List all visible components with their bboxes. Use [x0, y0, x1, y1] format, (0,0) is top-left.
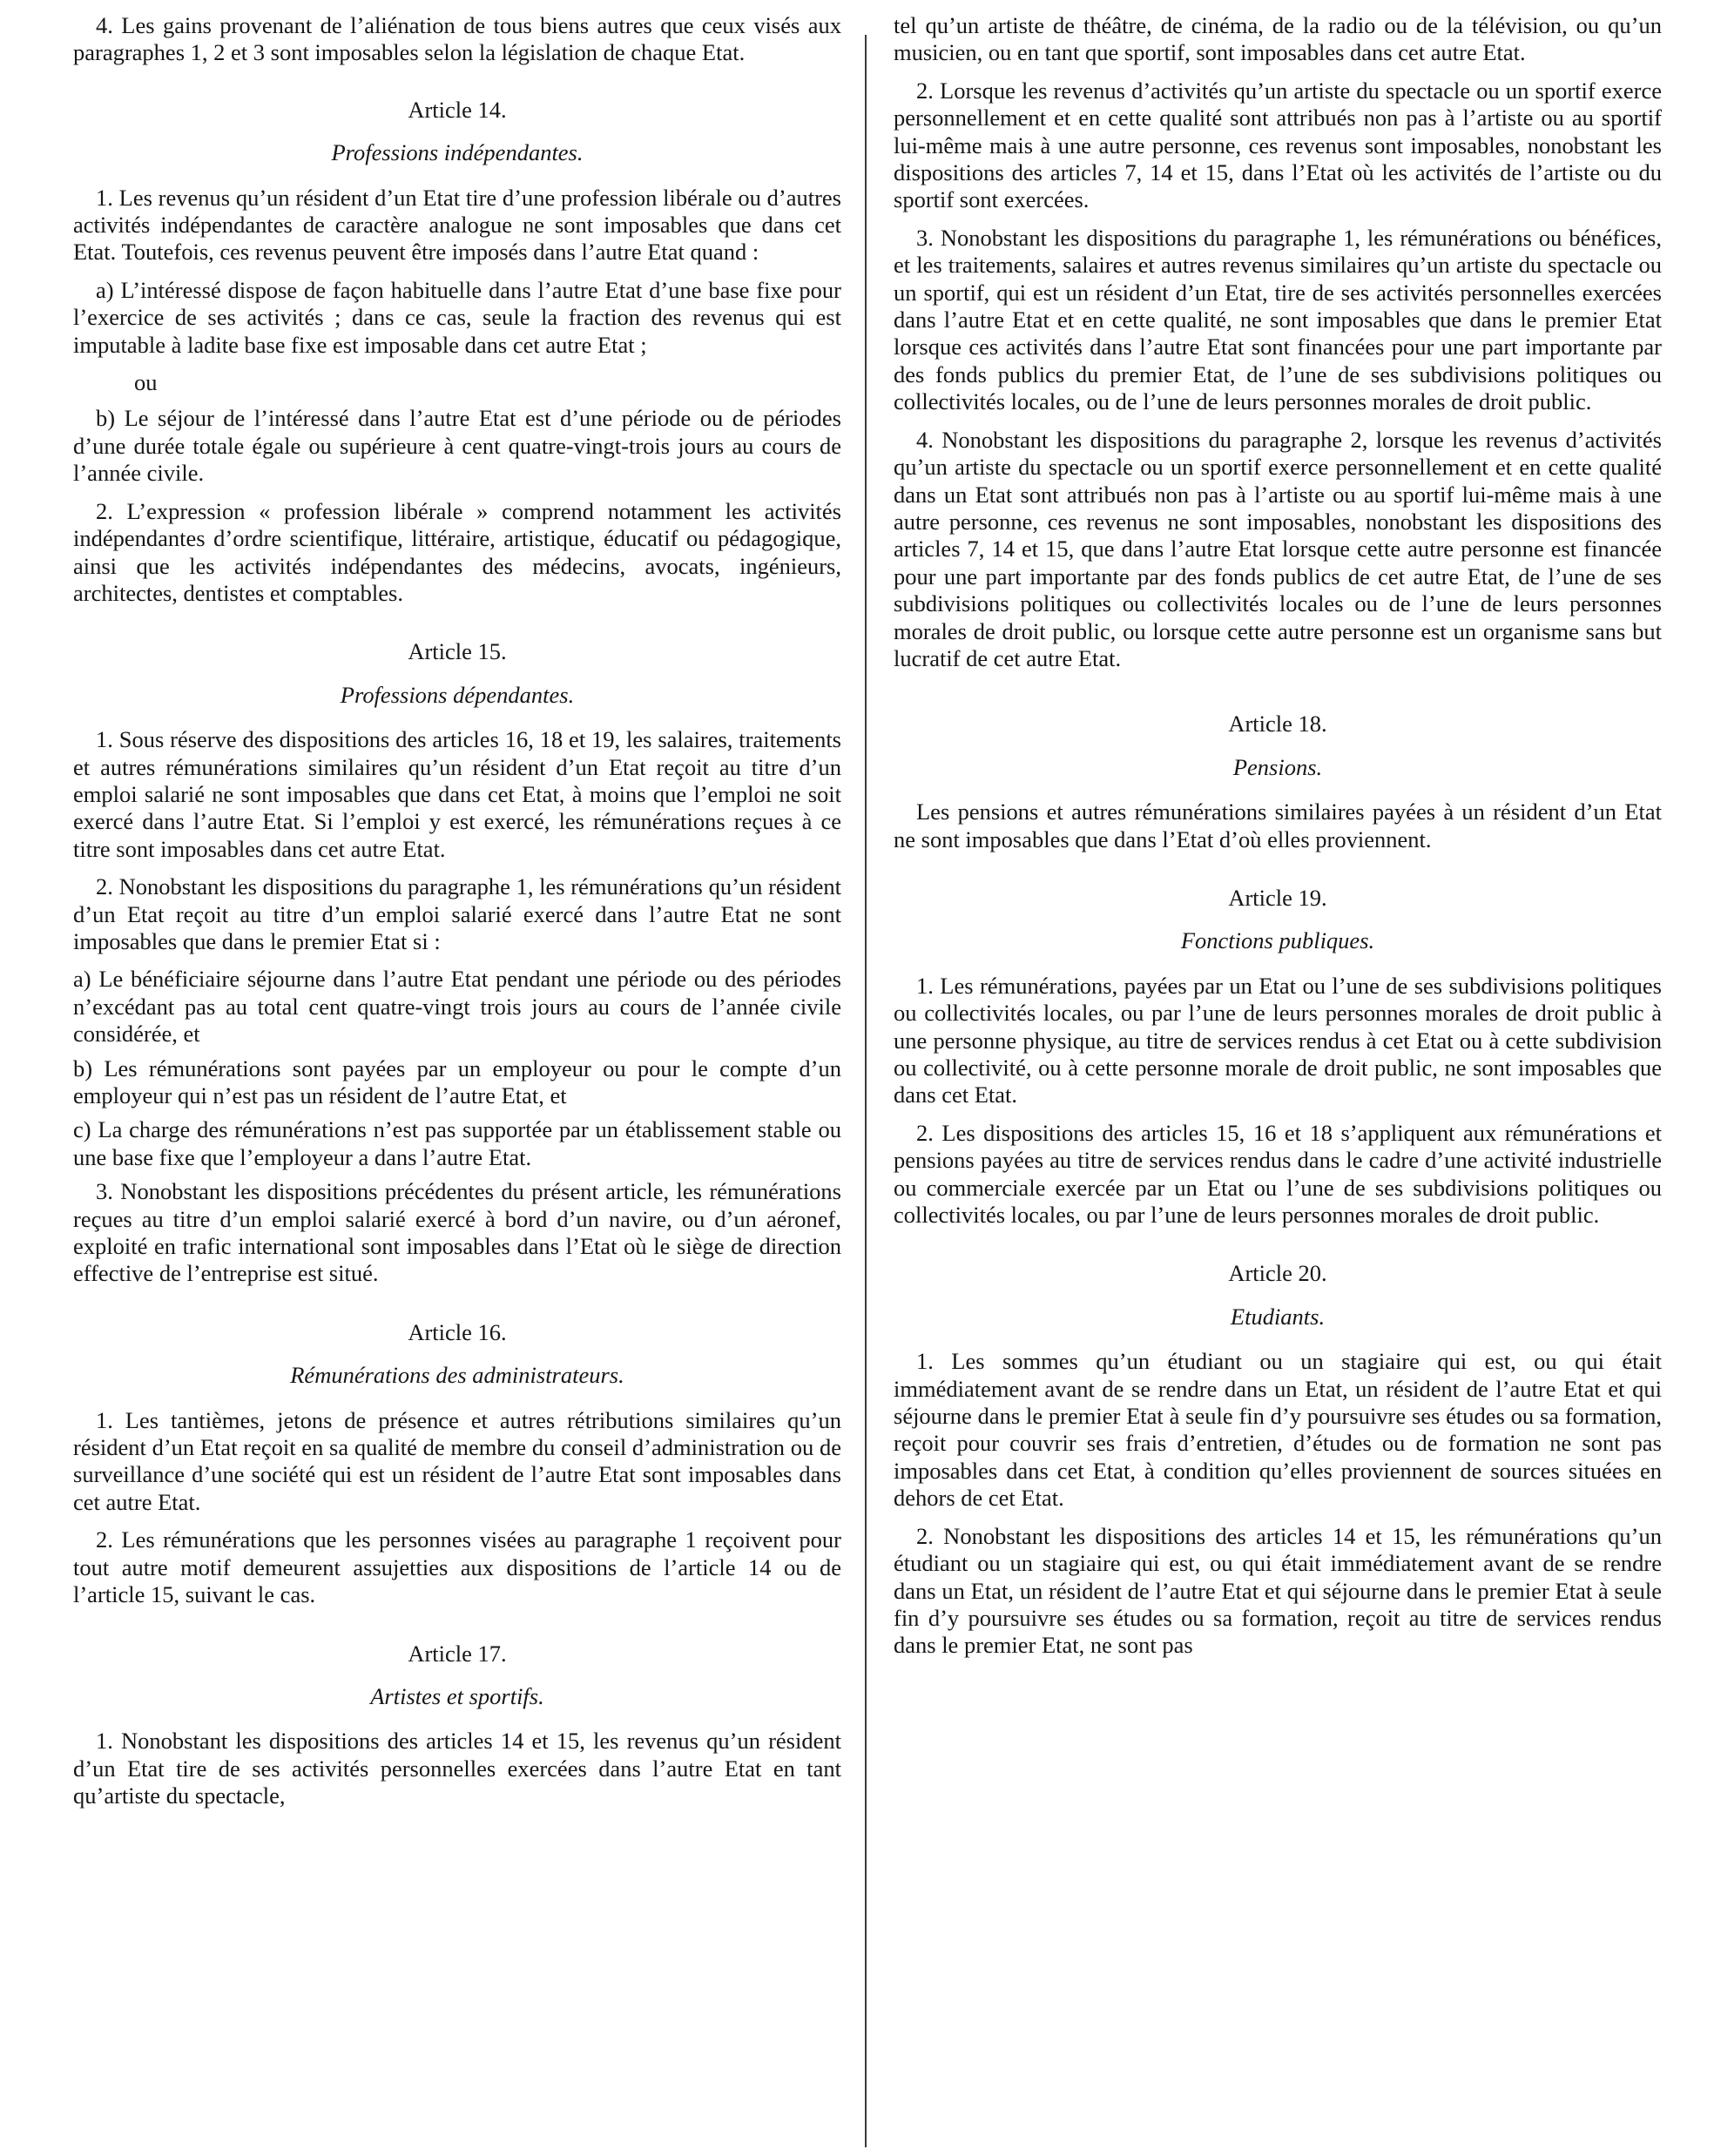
article-heading: Article 20.	[1228, 1260, 1327, 1287]
paragraph: 1. Nonobstant les dispositions des articles 14 et 15, les revenus qu’un résident d’un Etat tire de ses activités personnelles exercées dans l’autre Etat en tant qu’artiste du spectacle,	[73, 1728, 841, 1809]
article-heading: Article 17.	[408, 1640, 507, 1667]
column-divider	[865, 35, 867, 2147]
right-column	[894, 12, 1662, 1670]
paragraph: 2. Les dispositions des articles 15, 16 et 18 s’appliquent aux rémunérations et pensions payées au titre de services rendus dans le cadre d’une activité industrielle ou commerciale exercée par un Etat ou l’une de ses subdivisions politiques ou collectivités locales, ou par l’une de leurs personnes morales de droit public.	[894, 1119, 1662, 1229]
paragraph: 4. Nonobstant les dispositions du paragraphe 2, lorsque les revenus d’activités qu’un artiste du spectacle ou un sportif exerce personnellement et en cette qualité dans un Etat sont attribués non pas à l’artiste ou au sportif lui-même mais à une autre personne, ces revenus ne sont imposables, nonobstant les dispositions des articles 7, 14 et 15, que dans l’autre Etat lorsque cette autre personne est financée pour une part importante par des fonds publics de cet autre Etat, de l’une de ses subdivisions politiques ou collectivités locales ou de l’une de leurs personnes morales de droit public, ou lorsque cette autre personne est un organisme sans but lucratif de cet autre Etat.	[894, 426, 1662, 671]
article-title: Rémunérations des administrateurs.	[290, 1362, 624, 1389]
article-title: Professions indépendantes.	[331, 139, 584, 166]
paragraph: 2. Les rémunérations que les personnes visées au paragraphe 1 reçoivent pour tout autre motif demeurent assujetties aux dispositions de l’article 14 ou de l’article 15, suivant le cas.	[73, 1526, 841, 1608]
paragraph: 1. Les rémunérations, payées par un Etat ou l’une de ses subdivisions politiques ou collectivités locales, ou par l’une de leurs personnes morales de droit public à une personne physique, au titre de services rendus à cet Etat ou à cette subdivision ou collectivité, ou à cette personne morale de droit public, ne sont imposables que dans cet Etat.	[894, 972, 1662, 1108]
sub-paragraph: b) Le séjour de l’intéressé dans l’autre Etat est d’une période ou de périodes d’une durée totale égale ou supérieure à cent quatre-vingt-trois jours au cours de l’année civile.	[73, 405, 841, 487]
paragraph: 1. Les revenus qu’un résident d’un Etat tire d’une profession libérale ou d’autres activités indépendantes de caractère analogue ne sont imposables que dans cet Etat. Toutefois, ces revenus peuvent être imposés dans l’autre Etat quand :	[73, 184, 841, 266]
article-heading: Article 14.	[408, 96, 507, 123]
article-title: Pensions.	[1232, 753, 1323, 780]
sub-paragraph: a) Le bénéficiaire séjourne dans l’autre Etat pendant une période ou des périodes n’excédant pas au total cent quatre-vingt trois jours au cours de l’année civile considérée, et	[73, 966, 841, 1048]
paragraph: 2. Nonobstant les dispositions des articles 14 et 15, les rémunérations qu’un étudiant ou un stagiaire qui est, ou qui était immédiatement avant de se rendre dans un Etat, un résident de l’autre Etat et qui séjourne dans le premier Etat à seule fin d’y poursuivre ses études ou sa formation, reçoit au titre de services rendus dans le premier Etat, ne sont pas	[894, 1522, 1662, 1659]
paragraph: Les pensions et autres rémunérations similaires payées à un résident d’un Etat ne sont imposables que dans l’Etat d’où elles proviennent.	[894, 798, 1662, 852]
sub-paragraph: b) Les rémunérations sont payées par un employeur ou pour le compte d’un employeur qui n’est pas un résident de l’autre Etat, et	[73, 1054, 841, 1108]
paragraph: 1. Sous réserve des dispositions des articles 16, 18 et 19, les salaires, traitements et autres rémunérations similaires qu’un résident d’un Etat reçoit au titre d’un emploi salarié ne sont imposables que dans cet Etat, à moins que l’emploi ne soit exercé dans l’autre Etat. Si l’emploi y est exercé, les rémunérations reçues à ce titre sont imposables dans cet autre Etat.	[73, 726, 841, 862]
sub-paragraph: a) L’intéressé dispose de façon habituelle dans l’autre Etat d’une base fixe pour l’exercice de ses activités ; dans ce cas, seule la fraction des revenus qui est imputable à ladite base fixe est imposable dans cet autre Etat ;	[73, 276, 841, 358]
article-heading: Article 19.	[1228, 884, 1327, 911]
article-title: Etudiants.	[1230, 1303, 1326, 1330]
article-title: Artistes et sportifs.	[370, 1682, 544, 1709]
sub-paragraph: c) La charge des rémunérations n’est pas supportée par un établissement stable ou une base fixe que l’employeur a dans l’autre Etat.	[73, 1116, 841, 1170]
paragraph: 2. Lorsque les revenus d’activités qu’un artiste du spectacle ou un sportif exerce personnellement et en cette qualité sont attribués non pas à l’artiste ou au sportif lui-même mais à une autre personne, ces revenus sont imposables, nonobstant les dispositions des articles 7, 14 et 15, dans l’Etat où les activités de l’artiste ou du sportif sont exercées.	[894, 77, 1662, 213]
article-title: Fonctions publiques.	[1180, 927, 1375, 954]
conjunction-text: ou	[134, 369, 158, 396]
article-heading: Article 16.	[408, 1318, 507, 1345]
article-heading: Article 18.	[1228, 711, 1327, 738]
paragraph: 2. L’expression « profession libérale » comprend notamment les activités indépendantes d’ordre scientifique, littéraire, artistique, éducatif ou pédagogique, ainsi que les activités indépendantes des médecins, avocats, ingénieurs, architectes, dentistes et comptables.	[73, 497, 841, 606]
paragraph: 3. Nonobstant les dispositions du paragraphe 1, les rémunérations ou bénéfices, et les traitements, salaires et autres revenus similaires qu’un artiste du spectacle ou un sportif, qui est un résident d’un Etat, tire de ses activités personnelles exercées dans l’autre Etat et en cette qualité, ne sont imposables que dans le premier Etat lorsque ces activités dans l’autre Etat sont financées pour une part importante par des fonds publics du premier Etat, de l’une de ses subdivisions politiques ou collectivités locales, ou de l’une de leurs personnes morales de droit public.	[894, 224, 1662, 415]
paragraph: 4. Les gains provenant de l’aliénation de tous biens autres que ceux visés aux paragraphes 1, 2 et 3 sont imposables selon la législation de chaque Etat.	[73, 12, 841, 66]
article-heading: Article 15.	[408, 638, 507, 665]
paragraph-continuation: tel qu’un artiste de théâtre, de cinéma, de la radio ou de la télévision, ou qu’un musicien, ou en tant que sportif, sont imposables dans cet autre Etat.	[894, 12, 1662, 66]
paragraph: 3. Nonobstant les dispositions précédentes du présent article, les rémunérations reçues au titre d’un emploi salarié exercé à bord d’un navire, ou d’un aéronef, exploité en trafic international sont imposables dans l’Etat où le siège de direction effective de l’entreprise est situé.	[73, 1178, 841, 1287]
left-column	[73, 12, 841, 1821]
article-title: Professions dépendantes.	[340, 681, 575, 708]
paragraph: 1. Les tantièmes, jetons de présence et autres rétributions similaires qu’un résident d’un Etat reçoit en sa qualité de membre du conseil d’administration ou de surveillance d’une société qui est un résident de l’autre Etat sont imposables dans cet autre Etat.	[73, 1406, 841, 1515]
paragraph: 2. Nonobstant les dispositions du paragraphe 1, les rémunérations qu’un résident d’un Etat reçoit au titre d’un emploi salarié exercé dans l’autre Etat ne sont imposables que dans le premier Etat si :	[73, 873, 841, 954]
paragraph: 1. Les sommes qu’un étudiant ou un stagiaire qui est, ou qui était immédiatement avant de se rendre dans un Etat, un résident de l’autre Etat et qui séjourne dans le premier Etat à seule fin d’y poursuivre ses études ou sa formation, reçoit pour couvrir ses frais d’entretien, d’études ou de formation ne sont pas imposables dans cet Etat, à condition qu’elles proviennent de sources situées en dehors de cet Etat.	[894, 1348, 1662, 1512]
